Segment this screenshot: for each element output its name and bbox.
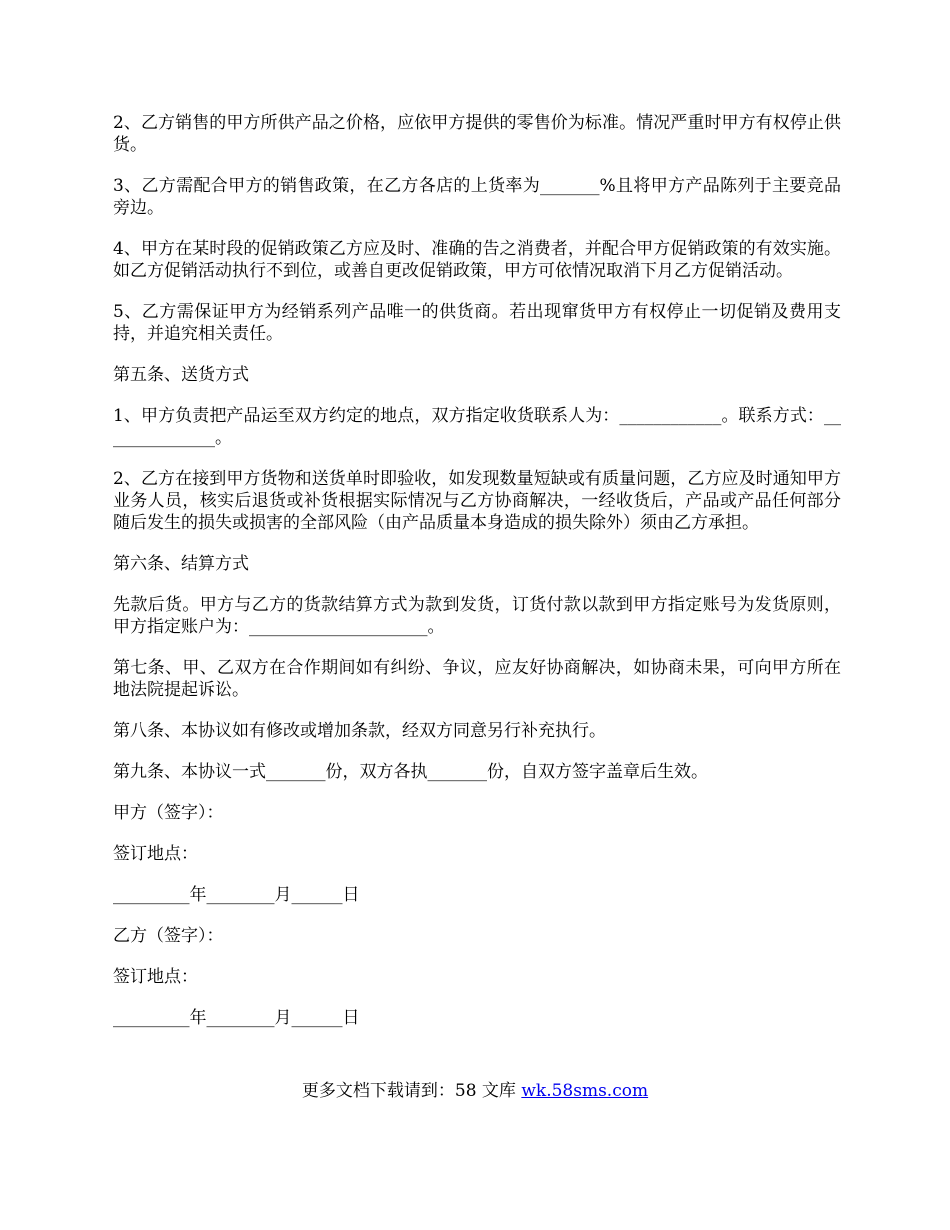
clause-promotion-paragraph: 4、甲方在某时段的促销政策乙方应及时、准确的告之消费者，并配合甲方促销政策的有效实施。如乙方促销活动执行不到位，或善自更改促销政策，甲方可依情况取消下月乙方促销活动。: [113, 239, 841, 281]
clause-supplier-paragraph: 5、乙方需保证甲方为经销系列产品唯一的供货商。若出现窜货甲方有权停止一切促销及费用支持，并追究相关责任。: [113, 302, 841, 344]
party-b-date-line: _________年________月______日: [113, 1008, 360, 1028]
party-b-location-line: 签订地点：: [113, 967, 198, 987]
document-body: [113, 112, 841, 1048]
clause-payment-paragraph: 先款后货。甲方与乙方的货款结算方式为款到发货，订货付款以款到甲方指定账号为发货原则，甲方指定账户为：_____________________。: [113, 595, 841, 637]
footer-text: 更多文档下载请到：58 文库: [301, 1081, 522, 1101]
download-footer: [0, 1080, 950, 1102]
section-heading-delivery: 第五条、送货方式: [113, 365, 249, 385]
party-b-signature-line: 乙方（签字）：: [113, 926, 224, 946]
clause-amendment-paragraph: 第八条、本协议如有修改或增加条款，经双方同意另行补充执行。: [113, 721, 606, 741]
footer-link[interactable]: wk.58sms.com: [521, 1081, 649, 1101]
clause-stocking-paragraph: 3、乙方需配合甲方的销售政策，在乙方各店的上货率为_______%且将甲方产品陈列于主要竞品旁边。: [113, 176, 841, 218]
section-heading-settlement: 第六条、结算方式: [113, 554, 249, 574]
clause-delivery-location-paragraph: 1、甲方负责把产品运至双方约定的地点，双方指定收货联系人为：____________。联系方式：______________。: [113, 406, 841, 448]
clause-dispute-paragraph: 第七条、甲、乙双方在合作期间如有纠纷、争议，应友好协商解决，如协商未果，可向甲方所在地法院提起诉讼。: [113, 658, 841, 700]
party-a-date-line: _________年________月______日: [113, 885, 360, 905]
party-a-signature-line: 甲方（签字）：: [113, 803, 224, 823]
clause-price-paragraph: 2、乙方销售的甲方所供产品之价格，应依甲方提供的零售价为标准。情况严重时甲方有权停止供货。: [113, 113, 841, 155]
clause-inspection-paragraph: 2、乙方在接到甲方货物和送货单时即验收，如发现数量短缺或有质量问题，乙方应及时通知甲方业务人员，核实后退货或补货根据实际情况与乙方协商解决，一经收货后，产品或产品任何部分随后发生的损失或损害的全部风险（由产品质量本身造成的损失除外）须由乙方承担。: [113, 469, 841, 533]
party-a-location-line: 签订地点：: [113, 844, 198, 864]
clause-copies-paragraph: 第九条、本协议一式_______份，双方各执_______份，自双方签字盖章后生效。: [113, 762, 708, 782]
